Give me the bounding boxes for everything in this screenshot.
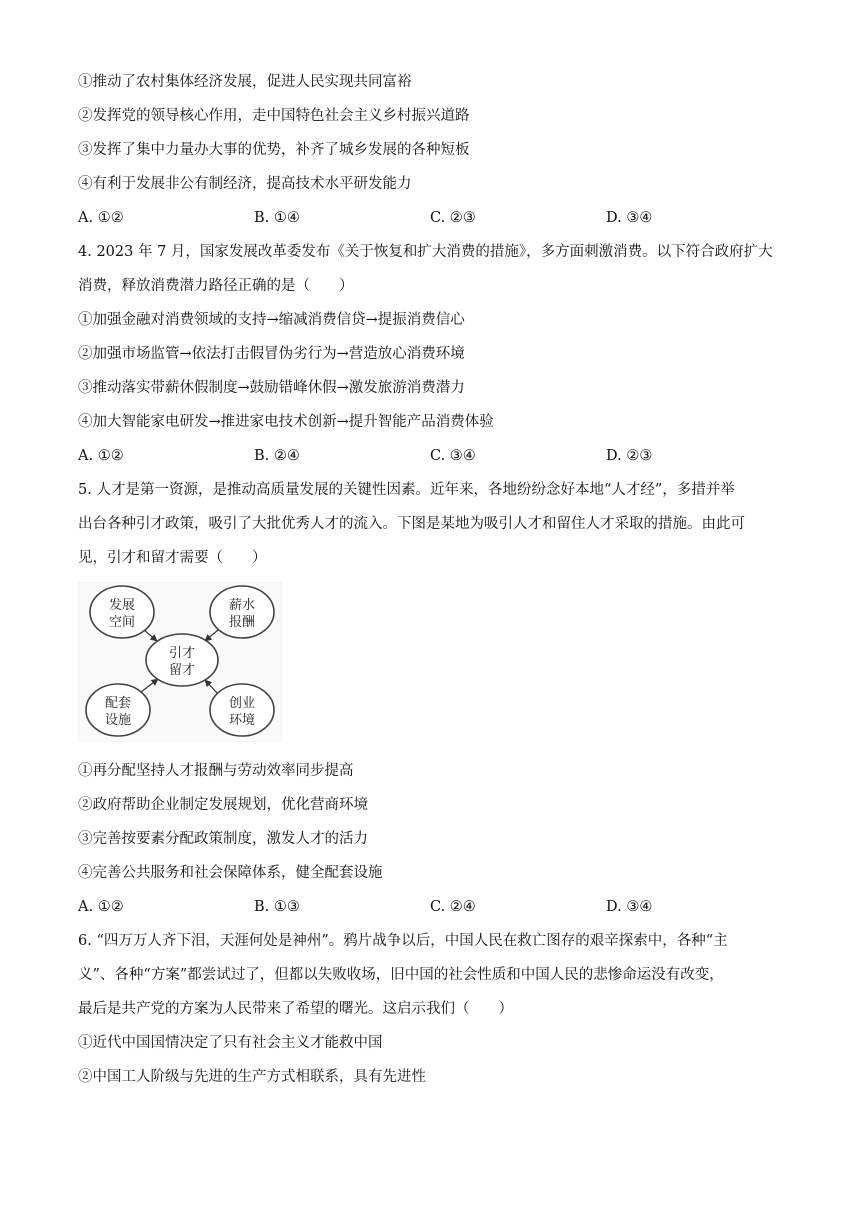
q5-option-a: A. ①② [78,899,124,915]
svg-text:报酬: 报酬 [228,615,256,630]
q6-stem-line-3: 最后是共产党的方案为人民带来了希望的曙光。这启示我们（ ） [78,1001,513,1017]
q4-option-c: C. ③④ [430,448,476,464]
q3-item-1: ①推动了农村集体经济发展，促进人民实现共同富裕 [78,74,412,90]
q5-item-2: ②政府帮助企业制定发展规划，优化营商环境 [78,797,368,813]
q5-item-4: ④完善公共服务和社会保障体系，健全配套设施 [78,865,383,881]
q5-item-3: ③完善按要素分配政策制度，激发人才的活力 [78,831,368,847]
q6-stem-line-1: 6. “四万万人齐下泪，天涯何处是神州”。鸦片战争以后，中国人民在救亡图存的艰辛探索中，各种“主 [78,933,728,949]
q4-item-4: ④加大智能家电研发→推进家电技术创新→提升智能产品消费体验 [78,414,494,430]
q3-item-3: ③发挥了集中力量办大事的优势，补齐了城乡发展的各种短板 [78,142,470,158]
svg-text:发展: 发展 [108,598,136,613]
q3-option-c: C. ②③ [430,210,476,226]
svg-text:引才: 引才 [168,646,196,661]
svg-text:设施: 设施 [104,713,132,728]
svg-text:创业: 创业 [228,696,256,711]
q4-item-1: ①加强金融对消费领域的支持→缩减消费信贷→提振消费信心 [78,312,465,328]
q5-stem-line-2: 出台各种引才政策，吸引了大批优秀人才的流入。下图是某地为吸引人才和留住人才采取的措施。由此可 [78,516,745,532]
q6-item-1: ①近代中国国情决定了只有社会主义才能救中国 [78,1035,383,1051]
q3-item-4: ④有利于发展非公有制经济，提高技术水平研发能力 [78,176,412,192]
talent-diagram [78,582,282,742]
diagram-node-center [146,634,218,686]
q6-item-2: ②中国工人阶级与先进的生产方式相联系，具有先进性 [78,1069,426,1085]
q3-item-2: ②发挥党的领导核心作用，走中国特色社会主义乡村振兴道路 [78,108,470,124]
q3-option-d: D. ③④ [606,210,653,226]
diagram-node-top-left [90,586,154,638]
q5-option-b: B. ①③ [254,899,300,915]
q6-stem-line-2: 义”、各种“方案”都尝试过了，但都以失败收场，旧中国的社会性质和中国人民的悲惨命运没有改变， [78,967,724,983]
q4-item-3: ③推动落实带薪休假制度→鼓励错峰休假→激发旅游消费潜力 [78,380,465,396]
svg-text:薪水: 薪水 [228,598,256,613]
svg-text:配套: 配套 [104,696,132,711]
q4-option-a: A. ①② [78,448,124,464]
q5-stem-line-3: 见，引才和留才需要（ ） [78,550,267,566]
q5-option-c: C. ②④ [430,899,476,915]
q3-option-a: A. ①② [78,210,124,226]
q4-option-b: B. ②④ [254,448,300,464]
q5-item-1: ①再分配坚持人才报酬与劳动效率同步提高 [78,763,354,779]
diagram-node-bottom-left [86,684,150,736]
svg-text:环境: 环境 [228,713,256,728]
diagram-node-top-right [210,586,274,638]
q4-stem-line-1: 4. 2023 年 7 月，国家发展改革委发布《关于恢复和扩大消费的措施》，多方面刺激消费。以下符合政府扩大 [78,244,773,260]
diagram-node-bottom-right [210,684,274,736]
q5-stem-line-1: 5. 人才是第一资源，是推动高质量发展的关键性因素。近年来，各地纷纷念好本地“人才经”，多措并举 [78,482,735,498]
q4-item-2: ②加强市场监管→依法打击假冒伪劣行为→营造放心消费环境 [78,346,465,362]
svg-text:空间: 空间 [108,615,136,630]
q4-option-d: D. ②③ [606,448,653,464]
q5-option-d: D. ③④ [606,899,653,915]
q4-stem-line-2: 消费，释放消费潜力路径正确的是（ ） [78,278,354,294]
q3-option-b: B. ①④ [254,210,300,226]
svg-text:留才: 留才 [168,663,196,678]
